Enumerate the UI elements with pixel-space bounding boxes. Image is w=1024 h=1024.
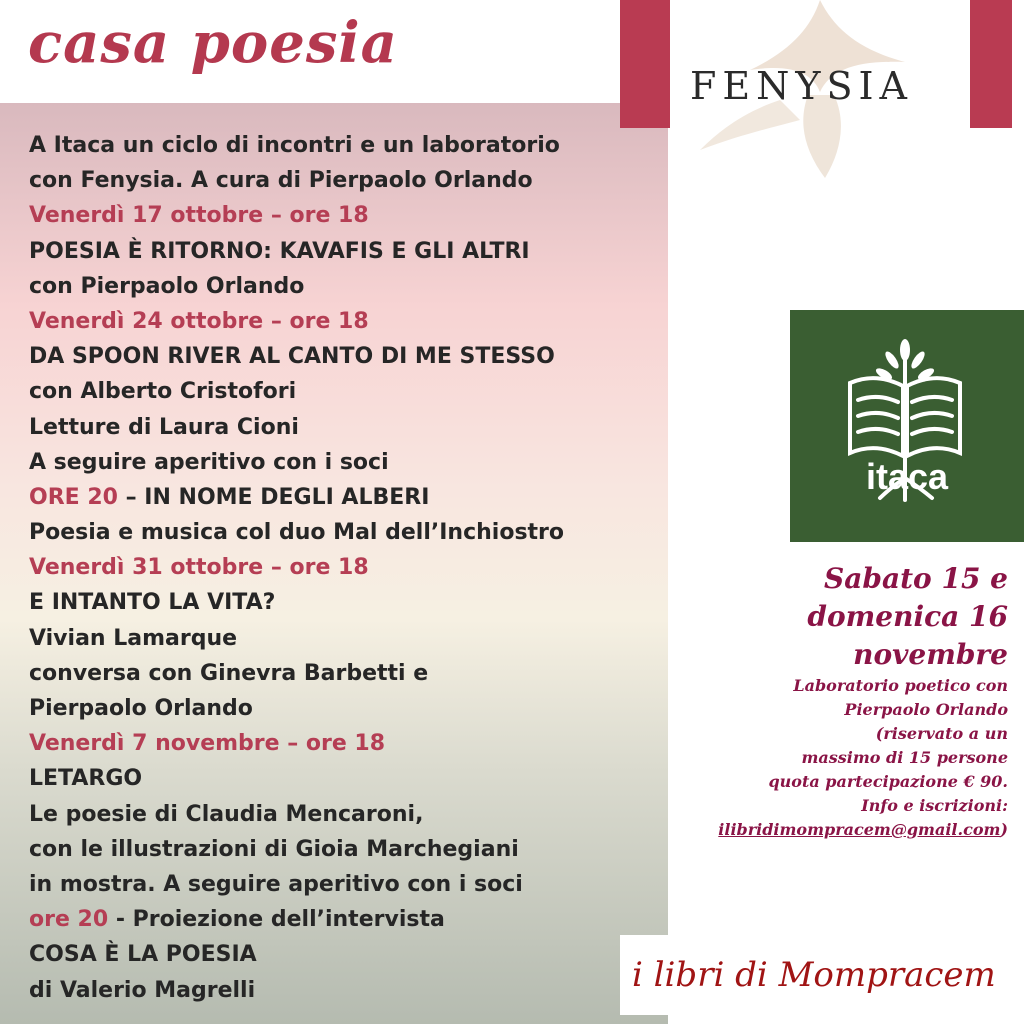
publisher-logo: i libri di Mompracem (620, 935, 1020, 1015)
intro-line-2: con Fenysia. A cura di Pierpaolo Orlando (29, 168, 533, 194)
event-detail: conversa con Ginevra Barbetti e (29, 660, 429, 686)
event-detail: Le poesie di Claudia Mencaroni, (29, 801, 424, 827)
event-time-line-1 (29, 480, 661, 515)
event-detail: con le illustrazioni di Gioia Marchegiani (29, 836, 519, 862)
event-detail-rest: - Proiezione dell’intervista (108, 907, 445, 933)
workshop-date-line-3: novembre (853, 638, 1008, 671)
event-date-4: Venerdì 7 novembre – ore 18 (29, 731, 386, 757)
event-detail: Poesia e musica col duo Mal dell’Inchiostro (29, 520, 565, 546)
event-time-line-2 (29, 902, 661, 937)
event-date-1: Venerdì 17 ottobre – ore 18 (29, 203, 369, 229)
workshop-desc-line: Pierpaolo Orlando (844, 700, 1008, 719)
email-link[interactable]: ilibridimompracem@gmail.com (718, 820, 1001, 839)
workshop-desc-line: quota partecipazione € 90. (768, 772, 1008, 791)
event-title-4: LETARGO (29, 766, 143, 792)
event-title-2b: – IN NOME DEGLI ALBERI (117, 484, 430, 510)
event-detail: Vivian Lamarque (29, 625, 238, 651)
fenysia-bar-right (970, 0, 1012, 128)
fenysia-wordmark: FENYSIA (690, 64, 913, 108)
event-detail: con Pierpaolo Orlando (29, 273, 305, 299)
event-detail: A seguire aperitivo con i soci (29, 449, 389, 475)
event-title-4b: COSA È LA POESIA (29, 942, 257, 968)
workshop-date-line-1: Sabato 15 e (824, 562, 1008, 595)
itaca-logo (790, 310, 1024, 542)
event-title-1: POESIA È RITORNO: KAVAFIS E GLI ALTRI (29, 238, 530, 264)
event-time-2: ore 20 (29, 907, 109, 933)
page-title: casa poesia (28, 10, 398, 76)
workshop-desc-line: (riservato a un (875, 724, 1008, 743)
event-detail: Letture di Laura Cioni (29, 414, 299, 440)
workshop-desc-line: massimo di 15 persone (801, 748, 1008, 767)
program-list (29, 128, 661, 1008)
event-time-1: ORE 20 (29, 484, 118, 510)
workshop-desc-line: Laboratorio poetico con (793, 676, 1008, 695)
workshop-info (678, 560, 1008, 842)
fenysia-bar-left (620, 0, 670, 128)
event-detail: in mostra. A seguire aperitivo con i soci (29, 871, 523, 897)
intro-line-1: A Itaca un ciclo di incontri e un laboratorio (29, 133, 560, 158)
itaca-wordmark: itaca (865, 456, 949, 497)
event-detail: con Alberto Cristofori (29, 379, 297, 405)
event-detail: di Valerio Magrelli (29, 977, 256, 1003)
event-date-2: Venerdì 24 ottobre – ore 18 (29, 308, 369, 334)
workshop-email-line (678, 818, 1008, 842)
email-suffix: ) (1000, 820, 1008, 839)
workshop-desc-line: Info e iscrizioni: (861, 796, 1008, 815)
event-detail: Pierpaolo Orlando (29, 696, 253, 721)
event-title-3: E INTANTO LA VITA? (29, 590, 276, 616)
event-date-3: Venerdì 31 ottobre – ore 18 (29, 555, 369, 581)
event-title-2: DA SPOON RIVER AL CANTO DI ME STESSO (29, 344, 555, 370)
workshop-date-line-2: domenica 16 (807, 600, 1008, 633)
